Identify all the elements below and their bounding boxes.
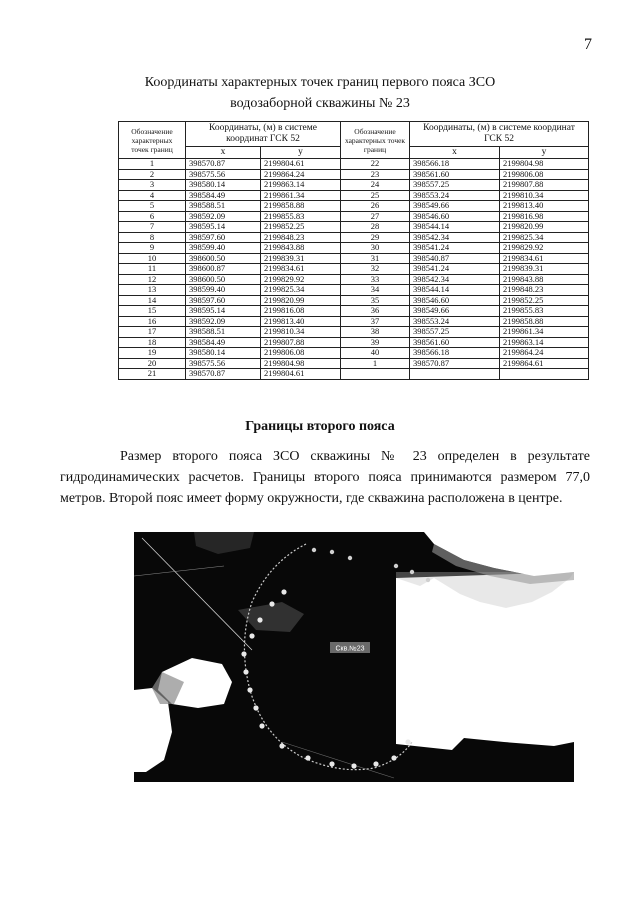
x-value-cell: 398566.18 [410,348,500,359]
y-value-cell: 2199806.08 [261,348,341,359]
y-value-cell: 2199848.23 [500,285,589,296]
well-marker [330,642,370,653]
x-value-cell: 398600.87 [186,264,261,275]
x-value-cell: 398541.24 [410,243,500,254]
x-value-cell: 398566.18 [410,159,500,170]
y-value-cell: 2199810.34 [500,190,589,201]
point-id-cell: 28 [341,222,410,233]
x-value-cell: 398597.60 [186,232,261,243]
zone-map-svg [134,532,574,782]
x-value-cell: 398544.14 [410,222,500,233]
y-value-cell: 2199858.88 [261,201,341,212]
x-value-cell: 398584.49 [186,337,261,348]
y-value-cell: 2199861.34 [500,327,589,338]
y-value-cell: 2199807.88 [261,337,341,348]
boundary-point-marker [259,723,264,728]
x-value-cell: 398592.09 [186,316,261,327]
x-value-cell: 398584.49 [186,190,261,201]
x-value-cell: 398588.51 [186,201,261,212]
table-row [119,264,589,275]
table-row [119,295,589,306]
table-row [119,348,589,359]
point-id-cell: 3 [119,180,186,191]
boundary-point-marker [329,761,334,766]
x-value-cell: 398546.60 [410,295,500,306]
y-value-cell: 2199848.23 [261,232,341,243]
x-value-cell: 398597.60 [186,295,261,306]
table-row [119,190,589,201]
section-heading: Границы второго пояса [245,419,395,434]
y-value-cell: 2199816.98 [500,211,589,222]
x-value-cell: 398580.14 [186,180,261,191]
boundary-point-marker [243,669,248,674]
point-id-cell: 21 [119,369,186,380]
boundary-point-marker [330,550,334,554]
y-value-cell: 2199820.99 [500,222,589,233]
table-row [119,232,589,243]
y-value-cell: 2199804.98 [261,358,341,369]
point-id-cell: 40 [341,348,410,359]
boundary-point-marker [281,589,286,594]
point-id-cell: 22 [341,159,410,170]
table-row [119,358,589,369]
point-id-cell: 1 [341,358,410,369]
table-row [119,316,589,327]
x-value-cell: 398592.09 [186,211,261,222]
table-row [119,222,589,233]
y-value-cell: 2199804.98 [500,159,589,170]
x-value-cell: 398570.87 [186,159,261,170]
boundary-point-marker [373,761,378,766]
table-row [119,306,589,317]
y-value-cell: 2199839.31 [500,264,589,275]
point-id-cell: 11 [119,264,186,275]
x-value-cell: 398588.51 [186,327,261,338]
boundary-point-marker [405,739,410,744]
y-value-cell: 2199829.92 [261,274,341,285]
boundary-point-marker [426,578,430,582]
x-value-cell: 398542.34 [410,232,500,243]
x-value-cell: 398600.50 [186,253,261,264]
boundary-point-marker [257,617,262,622]
y-value-cell: 2199863.14 [261,180,341,191]
coordinate-system-header: Координаты, (м) в системе координат ГСК 52 [186,122,341,147]
zone-map-image [134,532,574,782]
point-id-cell: 35 [341,295,410,306]
x-value-cell: 398549.66 [410,201,500,212]
point-id-cell: 12 [119,274,186,285]
x-value-cell: 398580.14 [186,348,261,359]
y-value-cell: 2199864.24 [261,169,341,180]
point-id-cell: 5 [119,201,186,212]
point-id-cell: 2 [119,169,186,180]
y-value-cell: 2199816.08 [261,306,341,317]
boundary-point-marker [279,743,284,748]
x-value-cell: 398540.87 [410,253,500,264]
x-value-cell: 398542.34 [410,274,500,285]
table-row [119,180,589,191]
x-value-cell: 398599.40 [186,243,261,254]
table-row [119,337,589,348]
x-value-cell: 398553.24 [410,190,500,201]
table-body [119,159,589,380]
table-row [119,169,589,180]
point-id-cell: 27 [341,211,410,222]
y-value-cell: 2199804.61 [261,159,341,170]
y-value-cell: 2199852.25 [500,295,589,306]
x-value-cell: 398570.87 [186,369,261,380]
y-column-header: y [500,147,589,159]
page-number: 7 [584,36,592,53]
x-value-cell: 398595.14 [186,222,261,233]
y-value-cell: 2199825.34 [261,285,341,296]
y-value-cell: 2199813.40 [500,201,589,212]
x-value-cell: 398595.14 [186,306,261,317]
point-id-cell: 25 [341,190,410,201]
point-id-cell: 39 [341,337,410,348]
point-id-cell: 32 [341,264,410,275]
point-id-cell: 38 [341,327,410,338]
boundary-point-marker [351,763,356,768]
table-row [119,243,589,254]
table-row [119,253,589,264]
point-id-cell: 29 [341,232,410,243]
well-label: Скв.№23 [335,645,365,653]
y-value-cell: 2199855.83 [500,306,589,317]
x-value-cell: 398557.25 [410,327,500,338]
x-value-cell: 398600.50 [186,274,261,285]
point-id-cell: 20 [119,358,186,369]
x-column-header: x [186,147,261,159]
y-column-header: y [261,147,341,159]
point-id-cell: 36 [341,306,410,317]
x-value-cell: 398549.66 [410,306,500,317]
y-value-cell [500,369,589,380]
y-value-cell: 2199834.61 [500,253,589,264]
table-row [119,327,589,338]
point-id-cell: 9 [119,243,186,254]
table-row [119,274,589,285]
boundary-point-marker [253,705,258,710]
point-id-header: Обозначение характерных точек границ [119,122,186,159]
point-id-cell: 4 [119,190,186,201]
y-value-cell: 2199855.83 [261,211,341,222]
x-value-cell: 398575.56 [186,169,261,180]
x-value-cell: 398557.25 [410,180,500,191]
point-id-cell: 23 [341,169,410,180]
y-value-cell: 2199852.25 [261,222,341,233]
coordinate-system-header: Координаты, (м) в системе координат ГСК 52 [410,122,589,147]
table-row [119,369,589,380]
boundary-point-marker [391,755,396,760]
x-value-cell: 398544.14 [410,285,500,296]
y-value-cell: 2199864.24 [500,348,589,359]
boundary-point-marker [269,601,274,606]
coordinates-table [118,121,589,380]
point-id-header: Обозначение характерных точек границ [341,122,410,159]
point-id-cell: 13 [119,285,186,296]
point-id-cell: 24 [341,180,410,191]
table-row [119,285,589,296]
table-row [119,159,589,170]
x-value-cell: 398553.24 [410,316,500,327]
y-value-cell: 2199810.34 [261,327,341,338]
point-id-cell: 17 [119,327,186,338]
point-id-cell: 10 [119,253,186,264]
y-value-cell: 2199825.34 [500,232,589,243]
y-value-cell: 2199813.40 [261,316,341,327]
y-value-cell: 2199807.88 [500,180,589,191]
point-id-cell: 16 [119,316,186,327]
y-value-cell: 2199834.61 [261,264,341,275]
boundary-point-marker [241,651,246,656]
y-value-cell: 2199804.61 [261,369,341,380]
y-value-cell: 2199863.14 [500,337,589,348]
boundary-point-marker [247,687,252,692]
y-value-cell: 2199843.88 [261,243,341,254]
x-value-cell: 398541.24 [410,264,500,275]
x-value-cell [410,369,500,380]
point-id-cell: 26 [341,201,410,212]
boundary-point-marker [305,755,310,760]
x-value-cell: 398570.87 [410,358,500,369]
x-value-cell: 398546.60 [410,211,500,222]
point-id-cell: 14 [119,295,186,306]
table-row [119,211,589,222]
boundary-point-marker [394,564,398,568]
x-value-cell: 398599.40 [186,285,261,296]
y-value-cell: 2199829.92 [500,243,589,254]
y-value-cell: 2199806.08 [500,169,589,180]
point-id-cell: 33 [341,274,410,285]
table-title-line: водозаборной скважины № 23 [230,96,410,111]
point-id-cell: 6 [119,211,186,222]
x-value-cell: 398575.56 [186,358,261,369]
y-value-cell: 2199861.34 [261,190,341,201]
point-id-cell: 19 [119,348,186,359]
point-id-cell: 30 [341,243,410,254]
point-id-cell: 15 [119,306,186,317]
point-id-cell: 7 [119,222,186,233]
table-title [0,72,640,114]
boundary-point-marker [249,633,254,638]
table-title-line: Координаты характерных точек границ первого пояса ЗСО [144,75,496,90]
boundary-point-marker [348,556,352,560]
table-row [119,201,589,212]
y-value-cell: 2199864.61 [500,358,589,369]
point-id-cell: 18 [119,337,186,348]
point-id-cell [341,369,410,380]
x-column-header: x [410,147,500,159]
point-id-cell: 37 [341,316,410,327]
point-id-cell: 8 [119,232,186,243]
point-id-cell: 34 [341,285,410,296]
x-value-cell: 398561.60 [410,169,500,180]
boundary-point-marker [312,548,316,552]
y-value-cell: 2199858.88 [500,316,589,327]
y-value-cell: 2199843.88 [500,274,589,285]
x-value-cell: 398561.60 [410,337,500,348]
point-id-cell: 1 [119,159,186,170]
point-id-cell: 31 [341,253,410,264]
body-paragraph: Размер второго пояса ЗСО скважины № 23 определен в результате гидродинамических расчетов. Границы второго пояса принимаются размером 77,0 метров. Второй пояс имеет форму окружности, где скважина расположена в центре. [60,449,590,506]
y-value-cell: 2199839.31 [261,253,341,264]
y-value-cell: 2199820.99 [261,295,341,306]
boundary-point-marker [410,570,414,574]
